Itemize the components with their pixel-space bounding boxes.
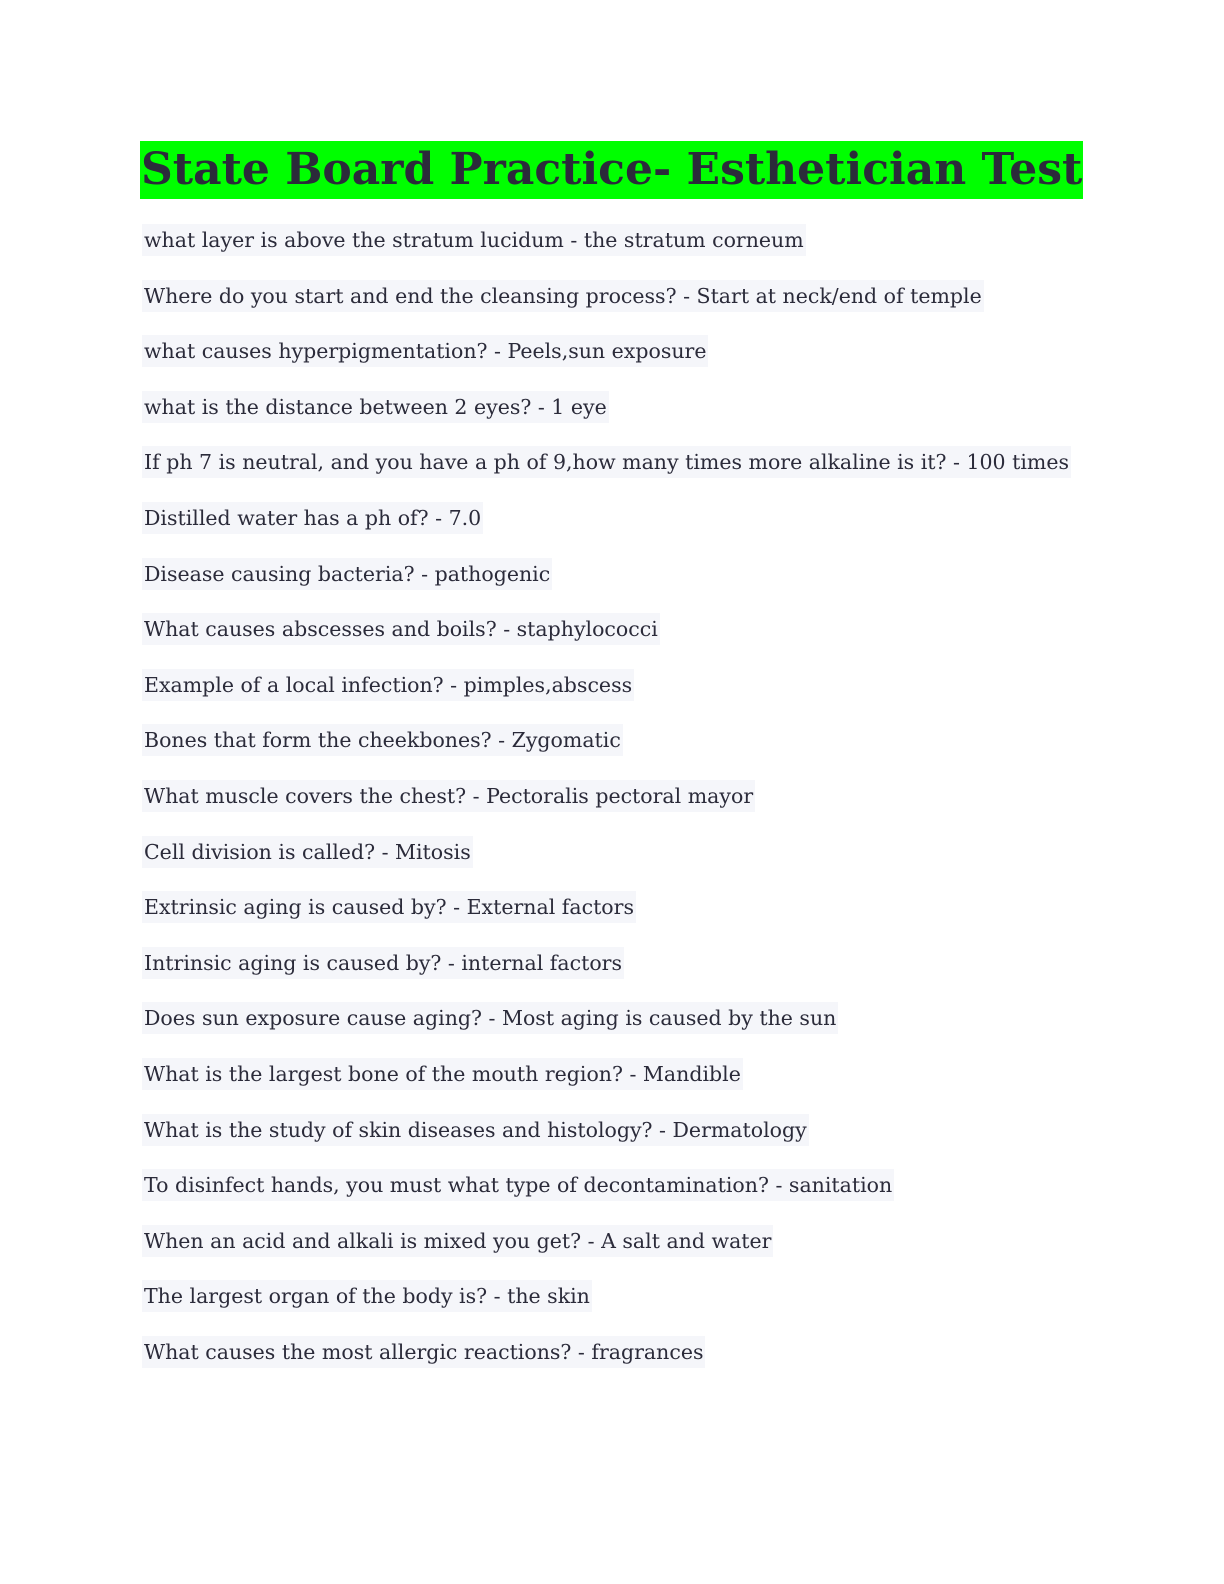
list-item [142, 1280, 1082, 1336]
question-answer-text: Example of a local infection? - pimples,abscess [142, 669, 634, 701]
list-item [142, 780, 1082, 836]
question-list [142, 224, 1082, 1391]
list-item [142, 836, 1082, 892]
question-answer-text: Where do you start and end the cleansing process? - Start at neck/end of temple [142, 280, 984, 312]
question-answer-text: Intrinsic aging is caused by? - internal factors [142, 947, 624, 979]
question-answer-text: what layer is above the stratum lucidum - the stratum corneum [142, 224, 806, 256]
question-answer-text: The largest organ of the body is? - the skin [142, 1280, 592, 1312]
list-item [142, 1114, 1082, 1170]
list-item [142, 502, 1082, 558]
list-item [142, 669, 1082, 725]
list-item [142, 1169, 1082, 1225]
list-item [142, 724, 1082, 780]
list-item [142, 1002, 1082, 1058]
question-answer-text: What causes the most allergic reactions? - fragrances [142, 1336, 705, 1368]
question-answer-text: To disinfect hands, you must what type of decontamination? - sanitation [142, 1169, 894, 1201]
question-answer-text: Does sun exposure cause aging? - Most aging is caused by the sun [142, 1002, 838, 1034]
question-answer-text: Distilled water has a ph of? - 7.0 [142, 502, 483, 534]
question-answer-text: When an acid and alkali is mixed you get? - A salt and water [142, 1225, 773, 1257]
list-item [142, 335, 1082, 391]
list-item [142, 613, 1082, 669]
list-item [142, 224, 1082, 280]
question-answer-text: Extrinsic aging is caused by? - External factors [142, 891, 636, 923]
list-item [142, 280, 1082, 336]
question-answer-text: Cell division is called? - Mitosis [142, 836, 473, 868]
question-answer-text: what is the distance between 2 eyes? - 1 eye [142, 391, 609, 423]
question-answer-text: Disease causing bacteria? - pathogenic [142, 558, 552, 590]
list-item [142, 446, 1082, 502]
question-answer-text: Bones that form the cheekbones? - Zygomatic [142, 724, 623, 756]
page-title: State Board Practice- Esthetician Test [140, 141, 1083, 199]
question-answer-text: If ph 7 is neutral, and you have a ph of 9,how many times more alkaline is it? - 100 times [142, 446, 1071, 478]
list-item [142, 1225, 1082, 1281]
list-item [142, 558, 1082, 614]
list-item [142, 391, 1082, 447]
question-answer-text: What is the study of skin diseases and histology? - Dermatology [142, 1114, 809, 1146]
title-bar [140, 141, 1083, 199]
question-answer-text: What is the largest bone of the mouth region? - Mandible [142, 1058, 743, 1090]
question-answer-text: What causes abscesses and boils? - staphylococci [142, 613, 660, 645]
list-item [142, 947, 1082, 1003]
question-answer-text: What muscle covers the chest? - Pectoralis pectoral mayor [142, 780, 755, 812]
list-item [142, 891, 1082, 947]
list-item [142, 1336, 1082, 1392]
question-answer-text: what causes hyperpigmentation? - Peels,sun exposure [142, 335, 708, 367]
list-item [142, 1058, 1082, 1114]
